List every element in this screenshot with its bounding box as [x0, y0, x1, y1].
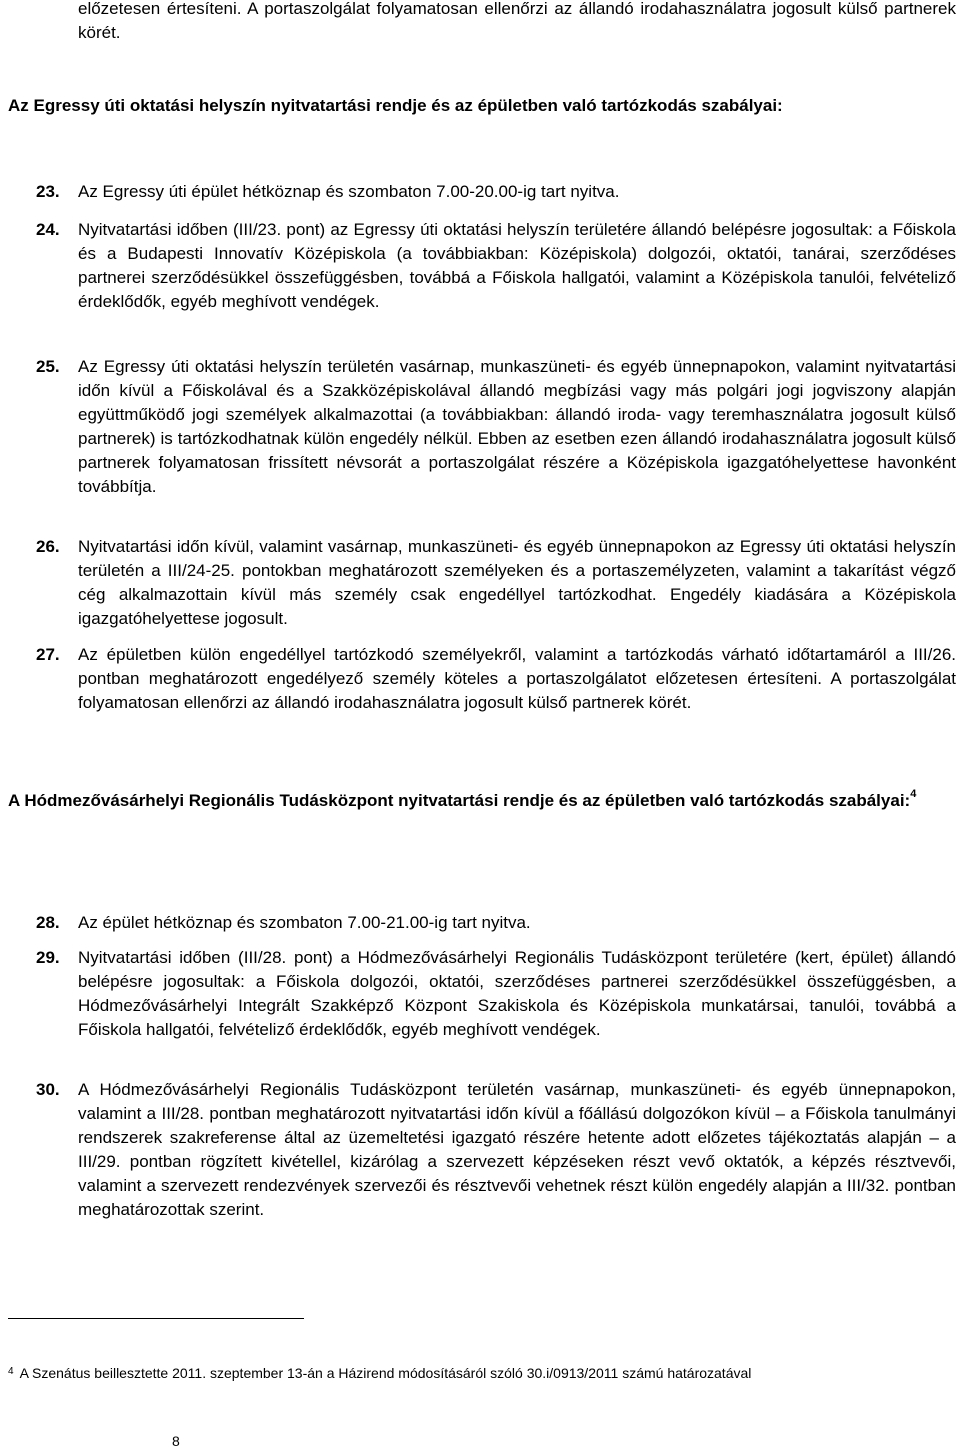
footnote-divider	[8, 1318, 304, 1319]
section-heading-text: A Hódmezővásárhelyi Regionális Tudásközpont nyitvatartási rendje és az épületben való tartózkodás szabályai:	[8, 791, 911, 810]
item-text: Az Egressy úti oktatási helyszín területén vasárnap, munkaszüneti- és egyéb ünnepnapokon, valamint nyitvatartási időn kívül a Főiskolával és a Szakközépiskolával állandó megbízási vagy más polgári jogi jogviszony alapján együttműködő jogi személyek alkalmazottai (a továbbiakban: állandó iroda- vagy teremhasználatra jogosult külső partnerek) is tartózkodhatnak külön engedély nélkül. Ebben az esetben ezen állandó irodahasználatra jogosult külső partnerek folyamatosan frissített névsorát a portaszolgálat részére a Középiskola igazgatóhelyettese havonként továbbítja.	[78, 357, 956, 496]
item-number: 25.	[36, 357, 60, 376]
item-number: 26.	[36, 537, 60, 556]
item-number: 23.	[36, 182, 60, 201]
item-number: 29.	[36, 948, 60, 967]
section-heading-hodmezovasarhely	[8, 784, 956, 818]
item-text: A Hódmezővásárhelyi Regionális Tudásközpont területén vasárnap, munkaszüneti- és egyéb ünnepnapokon, valamint a III/28. pontban meghatározott nyitvatartási időn kívül a főállású dolgozókon kívül – a Főiskola tanulmányi rendszerek szakreferense által az üzemeltetési igazgató részére hetente adott előzetes tájékoztatás alapján – a III/29. pontban rögzített kivétellel, kizárólag a szervezett képzéseken részt vevő oktatók, a képzés résztvevői, valamint a szervezett rendezvények szervezői és résztvevői vehetnek részt külön engedély alapján a III/32. pontban meghatározottak szerint.	[78, 1080, 956, 1219]
footnote-marker: 4	[8, 1366, 14, 1377]
footnote-text: A Szenátus beillesztette 2011. szeptember 13-án a Házirend módosításáról szóló 30.i/0913/2011 számú határozatával	[19, 1365, 752, 1381]
list-item	[36, 180, 956, 204]
item-text: Nyitvatartási időn kívül, valamint vasárnap, munkaszüneti- és egyéb ünnepnapokon az Egressy úti oktatási helyszín területén a III/24-25. pontokban meghatározott személyeken és a portaszemélyzeten, valamint a takarítást végző cég alkalmazottain kívül más személy csak engedéllyel tartózkodhat. Engedély kiadására a Középiskola igazgatóhelyettese jogosult.	[78, 537, 956, 628]
item-number: 27.	[36, 645, 60, 664]
item-number: 30.	[36, 1080, 60, 1099]
list-item	[36, 1078, 956, 1222]
section-heading-egressy: Az Egressy úti oktatási helyszín nyitvatartási rendje és az épületben való tartózkodás szabályai:	[8, 96, 783, 115]
list-item	[36, 535, 956, 631]
item-text: Az épület hétköznap és szombaton 7.00-21.00-ig tart nyitva.	[78, 913, 531, 932]
footnote	[8, 1363, 956, 1383]
list-item	[36, 911, 956, 935]
item-text: Nyitvatartási időben (III/28. pont) a Hódmezővásárhelyi Regionális Tudásközpont területére (kert, épület) állandó belépésre jogosultak: a Főiskola dolgozói, oktatói, szerződéses partnerei szerződésükkel összefüggésben, a Hódmezővásárhelyi Integrált Szakképző Központ Szakiskola és Középiskola munkatársai, tanulói, továbbá a Főiskola hallgatói, felvételiző érdeklődők, egyéb meghívott vendégek.	[78, 948, 956, 1039]
item-number: 24.	[36, 220, 60, 239]
list-item	[36, 355, 956, 499]
list-item	[36, 643, 956, 715]
list-item	[36, 946, 956, 1042]
item-text: Nyitvatartási időben (III/23. pont) az Egressy úti oktatási helyszín területére állandó belépésre jogosultak: a Főiskola és a Budapesti Innovatív Középiskola (a továbbiakban: Középiskola) dolgozói, oktatói, tanárai, szerződéses partnerei szerződésükkel összefüggésben, továbbá a Főiskola hallgatói, valamint a Középiskola tanulói, felvételiző érdeklődők, egyéb meghívott vendégek.	[78, 220, 956, 311]
item-number: 28.	[36, 913, 60, 932]
item-text: Az Egressy úti épület hétköznap és szombaton 7.00-20.00-ig tart nyitva.	[78, 182, 620, 201]
footnote-reference: 4	[910, 788, 917, 801]
intro-paragraph: előzetesen értesíteni. A portaszolgálat folyamatosan ellenőrzi az állandó irodahasználatra jogosult külső partnerek körét.	[78, 0, 956, 42]
list-item	[36, 218, 956, 314]
page-number: 8	[172, 1433, 180, 1449]
item-text: Az épületben külön engedéllyel tartózkodó személyekről, valamint a tartózkodás várható időtartamáról a III/26. pontban meghatározott engedélyező személy köteles a portaszolgálatot előzetesen értesíteni. A portaszolgálat folyamatosan ellenőrzi az állandó irodahasználatra jogosult külső partnerek körét.	[78, 645, 956, 712]
